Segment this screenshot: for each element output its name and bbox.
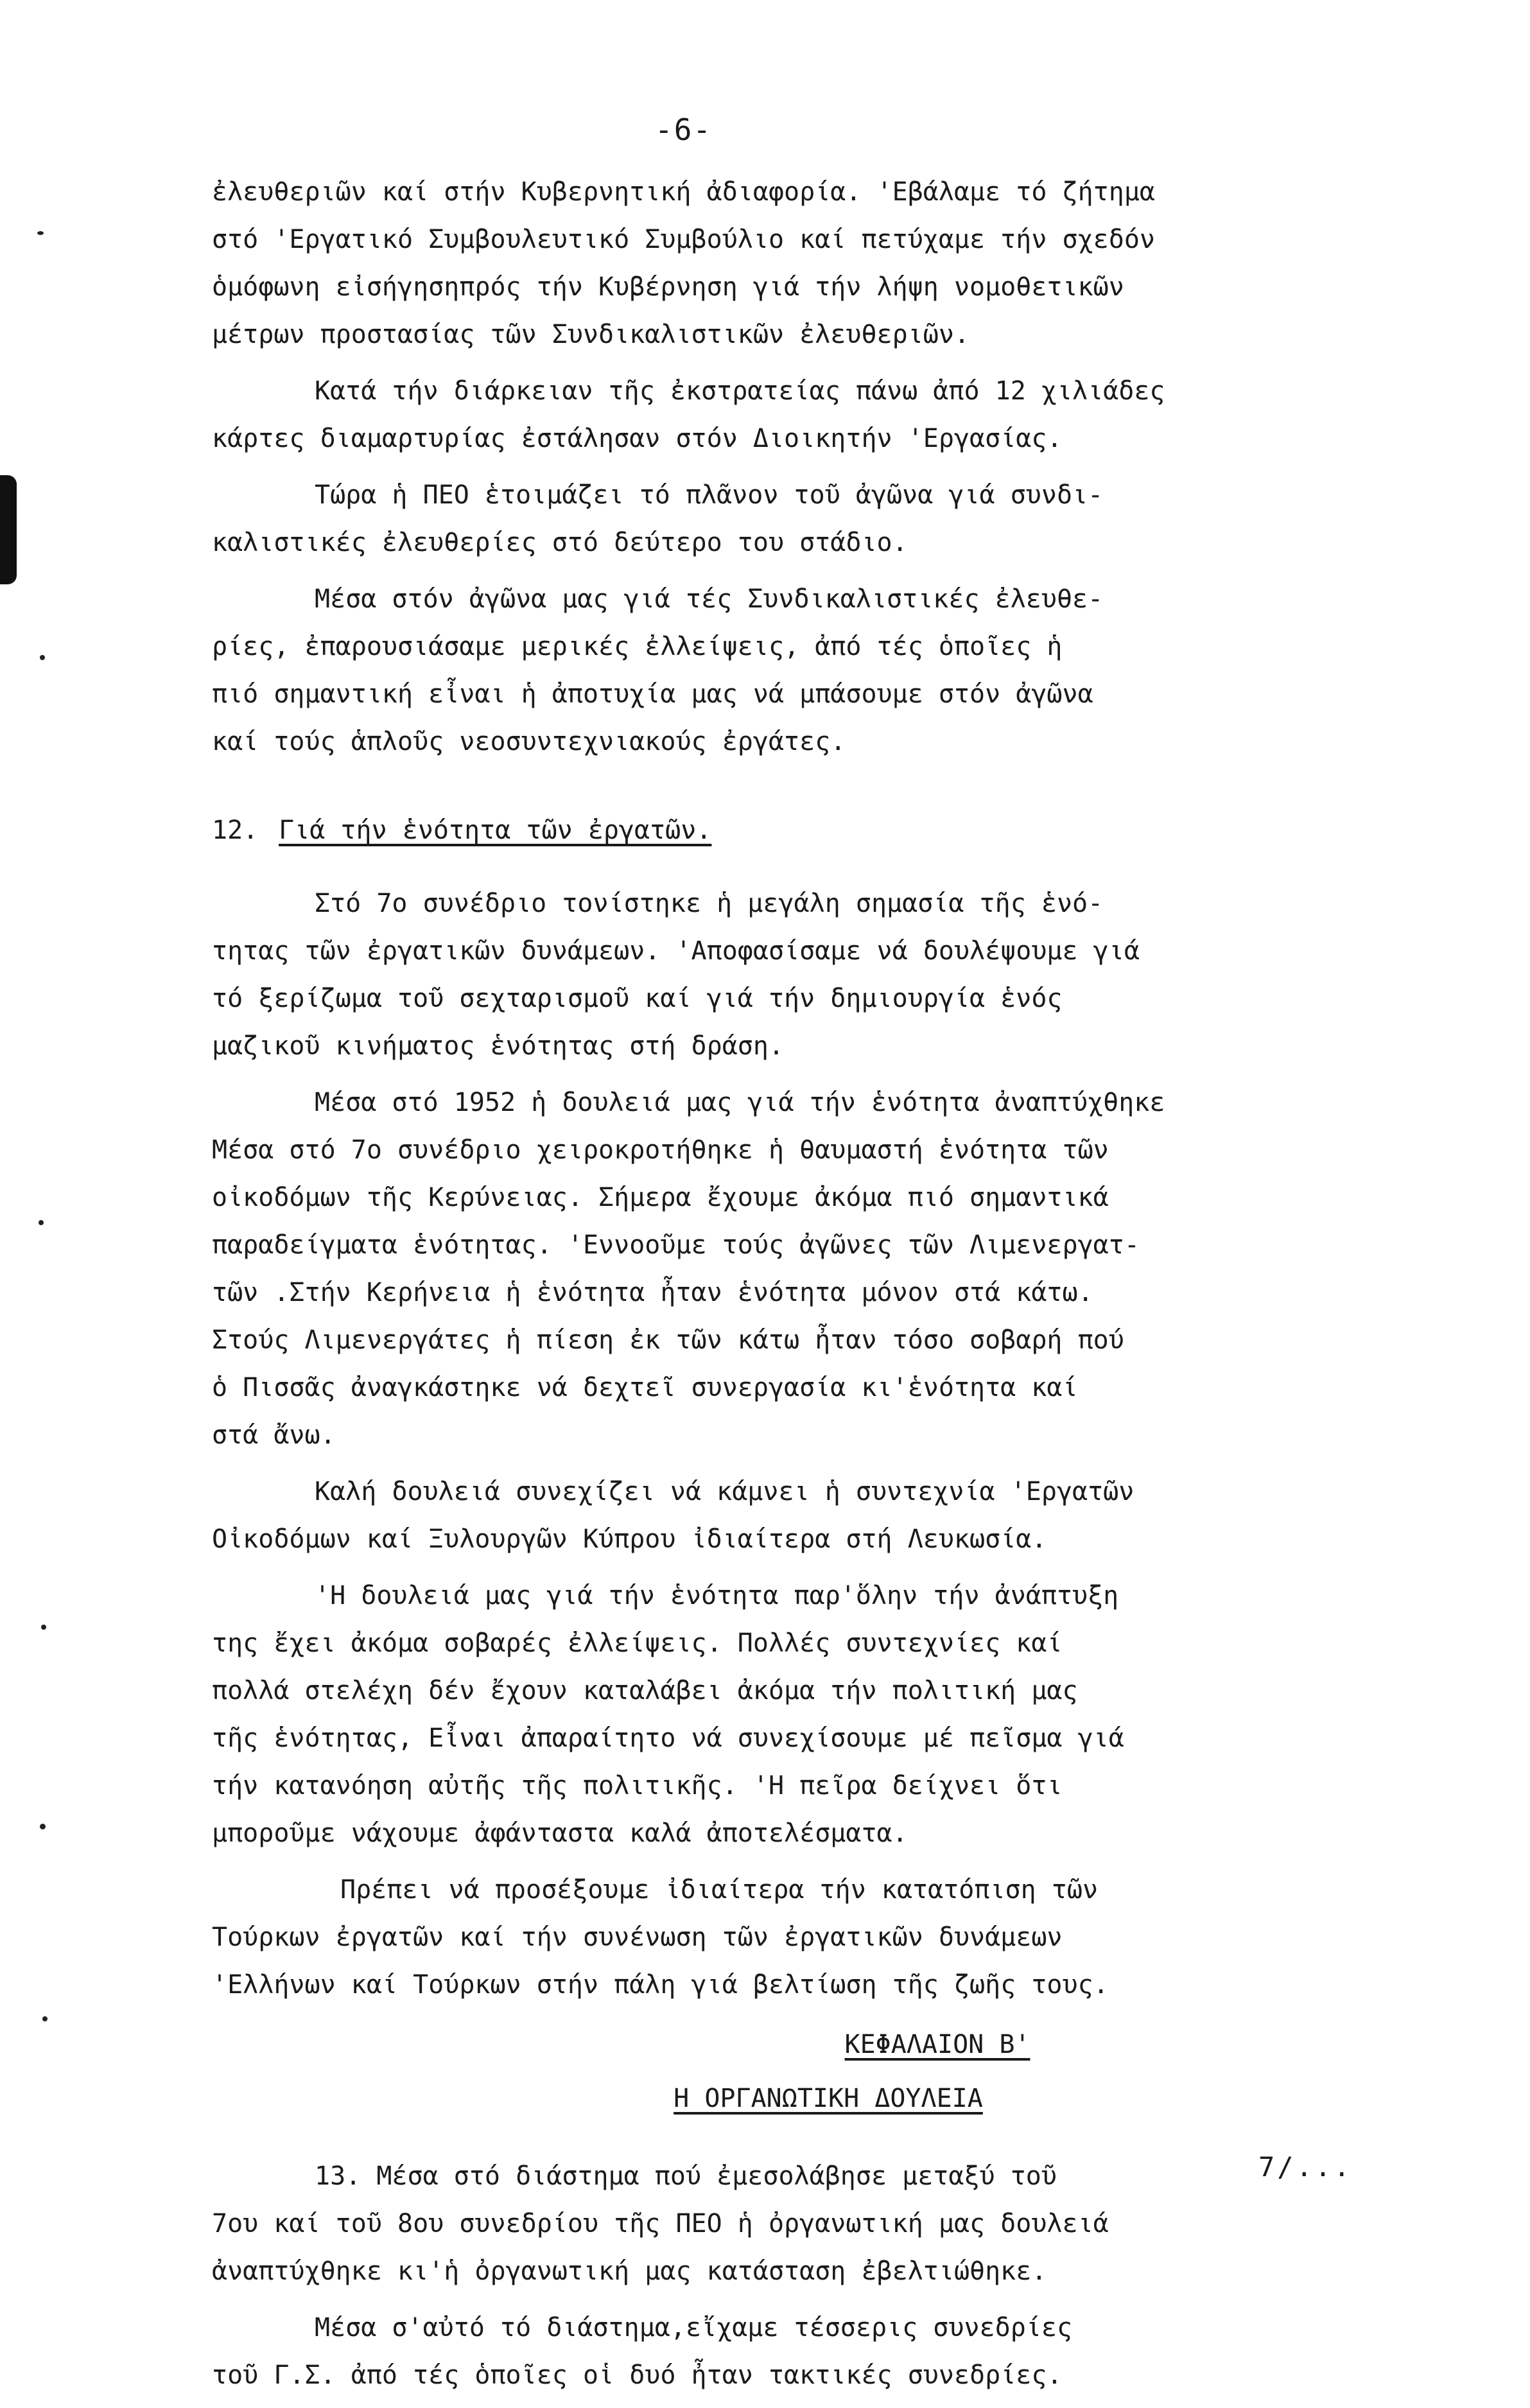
text-line: Τώρα ἡ ΠΕΟ ἑτοιμάζει τό πλᾶνον τοῦ ἀγῶνα γιά συνδι- (315, 480, 1104, 510)
spacer (212, 2125, 1419, 2152)
text-line: 7ου καί τοῦ 8ου συνεδρίου τῆς ΠΕΟ ἡ ὀργανωτική μας δουλειά (212, 2209, 1109, 2238)
text-line: μποροῦμε νάχουμε ἀφάνταστα καλά ἀποτελέσματα. (212, 1819, 908, 1848)
text-line: Μέσα σ'αὐτό τό διάστημα,εἴχαμε τέσσερις συνεδρίες (315, 2313, 1073, 2343)
text-line: Κατά τήν διάρκειαν τῆς ἐκστρατείας πάνω ἀπό 12 χιλιάδες (315, 376, 1165, 406)
text-line: καί τούς ἁπλοῦς νεοσυντεχνιακούς ἐργάτες. (212, 727, 846, 756)
text-line: Τούρκων ἐργατῶν καί τήν συνένωση τῶν ἐργατικῶν δυνάμεων (212, 1923, 1063, 1952)
paragraph (212, 2152, 1419, 2295)
paragraph (212, 1079, 1419, 1459)
text-line: Μέσα στό 1952 ἡ δουλειά μας γιά τήν ἑνότητα ἀναπτύχθηκε (315, 1088, 1165, 1117)
text-line: τῆς ἑνότητας, Εἶναι ἀπαραίτητο νά συνεχίσουμε μέ πεῖσμα γιά (212, 1723, 1124, 1753)
paragraph (212, 168, 1419, 358)
text-line: πιό σημαντική εἶναι ἡ ἀποτυχία μας νά μπάσουμε στόν ἀγῶνα (212, 679, 1093, 709)
text-line: στά ἄνω. (212, 1420, 336, 1450)
scan-blot (0, 475, 17, 584)
text-line: παραδείγματα ἑνότητας. 'Εννοοῦμε τούς ἀγῶνες τῶν Λιμενεργατ- (212, 1230, 1140, 1260)
paragraph (212, 1572, 1419, 1857)
section-title: Γιά τήν ἑνότητα τῶν ἐργατῶν. (279, 816, 712, 845)
chapter-heading (212, 2018, 1419, 2125)
continuation-marker: 7/... (1258, 2151, 1353, 2183)
paragraph (212, 367, 1419, 462)
text-line: Καλή δουλειά συνεχίζει νά κάμνει ἡ συντεχνία 'Εργατῶν (315, 1477, 1134, 1506)
paragraph (212, 1468, 1419, 1563)
text-line: ρίες, ἐπαρουσιάσαμε μερικές ἐλλείψεις, ἀπό τές ὁποῖες ἡ (212, 632, 1063, 661)
text-line: τήν κατανόηση αὐτῆς τῆς πολιτικῆς. 'Η πεῖρα δείχνει ὅτι (212, 1771, 1063, 1801)
text-line: τῶν .Στήν Κερήνεια ἡ ἑνότητα ἦταν ἑνότητα μόνον στά κάτω. (212, 1278, 1093, 1307)
text-line: ἀναπτύχθηκε κι'ἡ ὀργανωτική μας κατάσταση ἐβελτιώθηκε. (212, 2256, 1047, 2286)
paragraph (212, 880, 1419, 1070)
text-line: Στούς Λιμενεργάτες ἡ πίεση ἐκ τῶν κάτω ἦταν τόσο σοβαρή πού (212, 1325, 1124, 1355)
paragraph (212, 575, 1419, 765)
section-heading (212, 807, 1419, 854)
text-line: ὁμόφωνη εἰσήγησηπρός τήν Κυβέρνηση γιά τήν λήψη νομοθετικῶν (212, 272, 1124, 302)
text-line: μέτρων προστασίας τῶν Συνδικαλιστικῶν ἐλευθεριῶν. (212, 320, 970, 349)
scan-speck (39, 1220, 44, 1225)
text-line: της ἔχει ἀκόμα σοβαρές ἐλλείψεις. Πολλές συντεχνίες καί (212, 1628, 1063, 1658)
paragraph (212, 2304, 1419, 2399)
text-line: ὁ Πισσᾶς ἀναγκάστηκε νά δεχτεῖ συνεργασία κι'ἑνότητα καί (212, 1373, 1078, 1402)
text-line: καλιστικές ἐλευθερίες στό δεύτερο του στάδιο. (212, 528, 908, 557)
text-line: κάρτες διαμαρτυρίας ἐστάλησαν στόν Διοικητήν 'Εργασίας. (212, 424, 1063, 453)
text-line: στό 'Εργατικό Συμβουλευτικό Συμβούλιο καί πετύχαμε τήν σχεδόν (212, 225, 1156, 254)
text-line: τό ξερίζωμα τοῦ σεχταρισμοῦ καί γιά τήν δημιουργία ἑνός (212, 984, 1063, 1013)
paragraph (212, 471, 1419, 566)
text-line: τητας τῶν ἐργατικῶν δυνάμεων. 'Αποφασίσαμε νά δουλέψουμε γιά (212, 936, 1140, 966)
chapter-subtitle: Η ΟΡΓΑΝΩΤΙΚΗ ΔΟΥΛΕΙΑ (674, 2084, 983, 2113)
text-line: 13. Μέσα στό διάστημα πού ἐμεσολάβησε μεταξύ τοῦ (315, 2161, 1057, 2191)
scan-speck (40, 655, 45, 660)
page-number: -6- (655, 112, 713, 147)
text-line: Πρέπει νά προσέξουμε ἰδιαίτερα τήν κατατόπιση τῶν (340, 1875, 1099, 1905)
text-line: ἐλευθεριῶν καί στήν Κυβερνητική ἀδιαφορία. 'Εβάλαμε τό ζήτημα (212, 177, 1156, 207)
text-line: τοῦ Γ.Σ. ἀπό τές ὁποῖες οἱ δυό ἦταν τακτικές συνεδρίες. (212, 2360, 1063, 2390)
text-line: 'Η δουλειά μας γιά τήν ἑνότητα παρ'ὅλην τήν ἀνάπτυξη (315, 1581, 1119, 1610)
text-line: Οἰκοδόμων καί Ξυλουργῶν Κύπρου ἰδιαίτερα στή Λευκωσία. (212, 1524, 1047, 1554)
paragraph (212, 1866, 1419, 2009)
text-line: Στό 7ο συνέδριο τονίστηκε ἡ μεγάλη σημασία τῆς ἑνό- (315, 889, 1104, 918)
chapter-title: ΚΕΦΑΛΑΙΟΝ Β' (844, 2030, 1030, 2059)
text-line: πολλά στελέχη δέν ἔχουν καταλάβει ἀκόμα τήν πολιτική μας (212, 1676, 1078, 1706)
scan-speck (37, 231, 44, 235)
scan-speck (42, 2016, 48, 2021)
text-line: Μέσα στό 7ο συνέδριο χειροκροτήθηκε ἡ θαυμαστή ἑνότητα τῶν (212, 1135, 1109, 1165)
text-line: μαζικοῦ κινήματος ἑνότητας στή δράση. (212, 1031, 785, 1061)
scan-speck (41, 1625, 46, 1630)
section-number: 12. (212, 816, 259, 845)
text-line: οἰκοδόμων τῆς Κερύνειας. Σήμερα ἔχουμε ἀκόμα πιό σημαντικά (212, 1183, 1109, 1212)
text-line: 'Ελλήνων καί Τούρκων στήν πάλη γιά βελτίωση τῆς ζωῆς τους. (212, 1970, 1109, 2000)
document-body (212, 168, 1419, 2408)
text-line: Μέσα στόν ἀγῶνα μας γιά τές Συνδικαλιστικές ἐλευθε- (315, 584, 1104, 614)
scan-speck (40, 1824, 46, 1829)
